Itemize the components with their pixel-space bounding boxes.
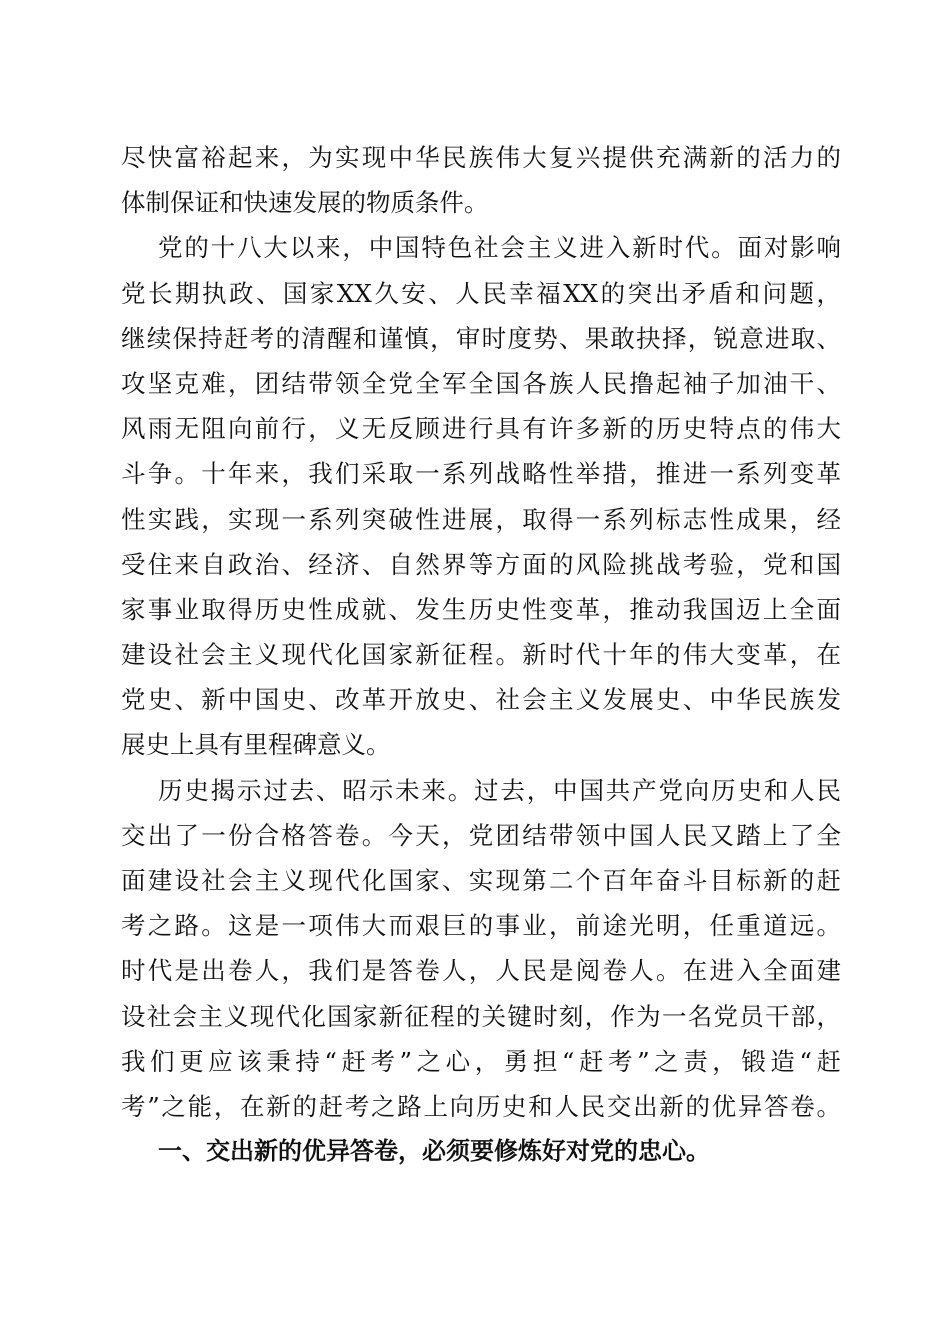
- paragraph-2-line-5: 风雨无阻向前行，义无反顾进行具有许多新的历史特点的伟大: [121, 414, 841, 444]
- paragraph-2-line-9: 家事业取得历史性成就、发生历史性变革，推动我国迈上全面: [121, 594, 841, 624]
- paragraph-3-line-2: 交出了一份合格答卷。今天，党团结带领中国人民又踏上了全: [121, 820, 841, 850]
- section-heading: 一、交出新的优异答卷，必须要修炼好对党的忠心。: [158, 1137, 710, 1166]
- paragraph-2-line-6: 斗争。十年来，我们采取一系列战略性举措，推进一系列变革: [121, 459, 841, 489]
- paragraph-1-line-2: 体制保证和快速发展的物质条件。: [121, 188, 489, 218]
- paragraph-2-line-8: 受住来自政治、经济、自然界等方面的风险挑战考验，党和国: [121, 549, 841, 579]
- paragraph-3-line-8: 考”之能，在新的赶考之路上向历史和人民交出新的优异答卷。: [121, 1091, 841, 1121]
- paragraph-1-line-1: 尽快富裕起来，为实现中华民族伟大复兴提供充满新的活力的: [121, 143, 841, 172]
- paragraph-3-line-7: 我们更应该秉持“赶考”之心，勇担“赶考”之责，锻造“赶: [121, 1046, 841, 1076]
- paragraph-2-line-7: 性实践，实现一系列突破性进展，取得一系列标志性成果，经: [121, 504, 841, 534]
- paragraph-3-line-1: 历史揭示过去、昭示未来。过去，中国共产党向历史和人民: [158, 775, 841, 805]
- paragraph-3-line-5: 时代是出卷人，我们是答卷人，人民是阅卷人。在进入全面建: [121, 956, 841, 986]
- paragraph-3-line-3: 面建设社会主义现代化国家、实现第二个百年奋斗目标新的赶: [121, 866, 841, 895]
- paragraph-2-line-10: 建设社会主义现代化国家新征程。新时代十年的伟大变革，在: [121, 640, 841, 670]
- paragraph-2-line-11: 党史、新中国史、改革开放史、社会主义发展史、中华民族发: [121, 685, 841, 715]
- paragraph-2-line-12: 展史上具有里程碑意义。: [121, 730, 391, 760]
- paragraph-2-line-1: 党的十八大以来，中国特色社会主义进入新时代。面对影响: [158, 233, 841, 263]
- paragraph-2-line-4: 攻坚克难，团结带领全党全军全国各族人民撸起袖子加油干、: [121, 368, 841, 398]
- paragraph-3-line-6: 设社会主义现代化国家新征程的关键时刻，作为一名党员干部，: [121, 1001, 841, 1031]
- document-body: [121, 135, 841, 1174]
- paragraph-2-line-2: 党长期执政、国家XX久安、人民幸福XX的突出矛盾和问题，: [121, 278, 841, 308]
- paragraph-3-line-4: 考之路。这是一项伟大而艰巨的事业，前途光明，任重道远。: [121, 911, 841, 941]
- paragraph-2-line-3: 继续保持赶考的清醒和谨慎，审时度势、果敢抉择，锐意进取、: [121, 323, 841, 353]
